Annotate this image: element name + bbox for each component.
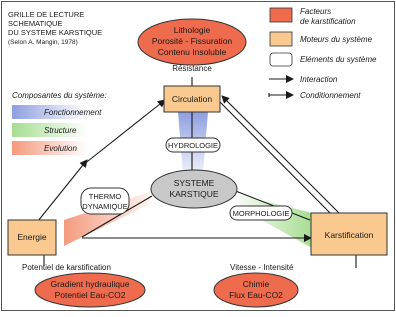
motor-energie [8,220,56,255]
title-source: (Selon A. Mangin, 1978) [8,39,78,46]
factor-bottom-right [214,273,298,307]
center-system [151,170,237,208]
factor-top-line-3: Contenu Insoluble [157,47,227,57]
title-line-1: GRILLE DE LECTURE [8,10,85,19]
motor-karstification [311,213,387,255]
element-thermo [81,188,129,214]
legend-interaction-label: Interaction [300,75,338,84]
legend-element-label: Eléments du système [300,55,377,64]
element-thermo-line-2: DYNAMIQUE [82,202,128,211]
legend-motor-swatch [270,32,292,46]
element-hydrologie-label: HYDROLOGIE [167,141,219,150]
factor-bottom-right-line-1: Chimie [242,279,270,289]
center-system-line-1: SYSTEME [173,178,215,188]
factor-bottom-left [35,273,145,307]
composante-fonctionnement-label: Fonctionnement [44,108,102,117]
composante-structure-label: Structure [44,126,77,135]
factor-top-line-2: Porosité - Fissuration [151,36,233,46]
element-morphologie-label: MORPHOLOGIE [232,209,290,218]
motor-circulation [164,86,220,112]
center-system-line-2: KARSTIQUE [169,189,219,199]
motor-circulation-label: Circulation [171,94,213,104]
legend-factor-swatch [270,8,292,22]
element-thermo-line-1: THERMO [88,192,122,201]
factor-bottom-right-line-2: Flux Eau-CO2 [229,290,283,300]
composante-evolution-label: Evolution [44,144,77,153]
legend-motor-label: Moteurs du système [300,35,373,44]
legend-factor-line-2: de karstification [300,17,356,26]
element-hydrologie [166,138,220,152]
factor-bottom-left-line-1: Gradient hydraulique [50,279,130,289]
element-morphologie [230,206,292,220]
legend-conditionnement-label: Conditionnement [300,91,361,100]
motor-energie-label: Energie [17,232,47,242]
legend-element-swatch [270,53,292,66]
label-vitesse: Vitesse - Intensité [230,263,294,272]
factor-bottom-left-line-2: Potentiel Eau-CO2 [54,290,126,300]
composantes-title: Composantes du système: [12,91,107,100]
legend-factor-line-1: Facteurs [300,7,332,16]
motor-karstification-label: Karstification [324,230,374,240]
title-line-2: SCHEMATIQUE [8,19,63,28]
factor-top [138,19,246,65]
label-resistance: Résistance [172,64,212,73]
label-potentiel: Potentiel de karstification [22,263,111,272]
factor-top-line-1: Lithologie [173,25,211,35]
title-line-3: DU SYSTEME KARSTIQUE [8,28,103,37]
